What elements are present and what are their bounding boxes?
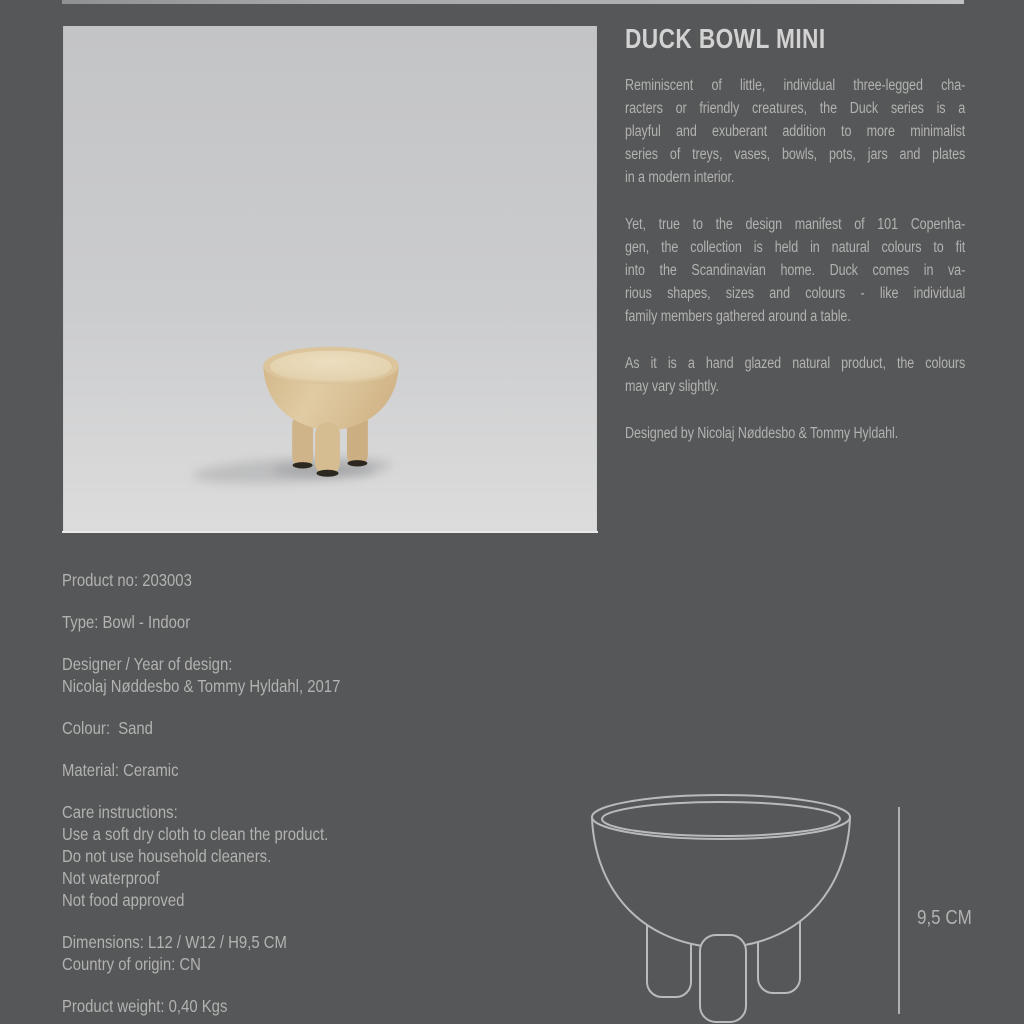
text-line: Designed by Nicolaj Nøddesbo & Tommy Hyldahl. — [625, 425, 899, 442]
product-title: DUCK BOWL MINI — [625, 23, 826, 54]
outline-front-leg — [700, 935, 746, 1022]
text-line: Not waterproof — [62, 868, 160, 888]
detail-care-instructions — [62, 801, 402, 911]
text-line: Dimensions: L12 / W12 / H9,5 CM — [62, 932, 287, 952]
detail-colour — [62, 717, 402, 739]
dimension-drawing — [575, 783, 1005, 1024]
text-line: rious shapes, sizes and colours - like individual — [625, 285, 966, 302]
description-column — [625, 24, 965, 469]
text-line: racters or friendly creatures, the Duck series is a — [625, 100, 966, 117]
text-line: Product weight: 0,40 Kgs — [62, 996, 228, 1016]
duck-bowl-outline — [592, 795, 850, 1022]
text-line: Colour: Sand — [62, 718, 153, 738]
text-line: series of treys, vases, bowls, pots, jars and plates — [625, 146, 966, 163]
text-line: gen, the collection is held in natural colours to fit — [625, 239, 966, 256]
detail-type — [62, 611, 402, 633]
description-paragraph-2 — [625, 213, 965, 328]
detail-product-weight — [62, 995, 402, 1017]
text-line: Care instructions: — [62, 802, 178, 822]
text-line: in a modern interior. — [625, 169, 735, 186]
text-line: Not food approved — [62, 890, 185, 910]
text-line: Country of origin: CN — [62, 954, 201, 974]
detail-material — [62, 759, 402, 781]
bowl-front-leg — [315, 422, 340, 476]
detail-dimensions-origin — [62, 931, 402, 975]
previous-section-edge — [62, 0, 964, 4]
height-dimension-label: 9,5 CM — [917, 907, 972, 929]
text-line: Yet, true to the design manifest of 101 Copenha- — [625, 216, 966, 233]
text-line: may vary slightly. — [625, 378, 719, 395]
product-photo — [62, 26, 598, 533]
text-line: playful and exuberant addition to more minimalist — [625, 123, 966, 140]
text-line: Nicolaj Nøddesbo & Tommy Hyldahl, 2017 — [62, 676, 341, 696]
text-line: Designer / Year of design: — [62, 654, 233, 674]
detail-designer-year — [62, 653, 402, 697]
detail-product-no — [62, 569, 402, 591]
text-line: Use a soft dry cloth to clean the product. — [62, 824, 329, 844]
text-line: Reminiscent of little, individual three-legged cha- — [625, 77, 966, 94]
text-line: Do not use household cleaners. — [62, 846, 272, 866]
description-paragraph-3 — [625, 352, 965, 398]
text-line: Product no: 203003 — [62, 570, 192, 590]
text-line: Type: Bowl - Indoor — [62, 612, 191, 632]
description-paragraph-1 — [625, 74, 965, 189]
text-line: into the Scandinavian home. Duck comes in va- — [625, 262, 966, 279]
text-line: As it is a hand glazed natural product, the colours — [625, 355, 966, 372]
product-details — [62, 569, 402, 1024]
designer-credit — [625, 422, 965, 445]
text-line: Material: Ceramic — [62, 760, 179, 780]
duck-bowl-photo — [62, 26, 598, 531]
text-line: family members gathered around a table. — [625, 308, 851, 325]
